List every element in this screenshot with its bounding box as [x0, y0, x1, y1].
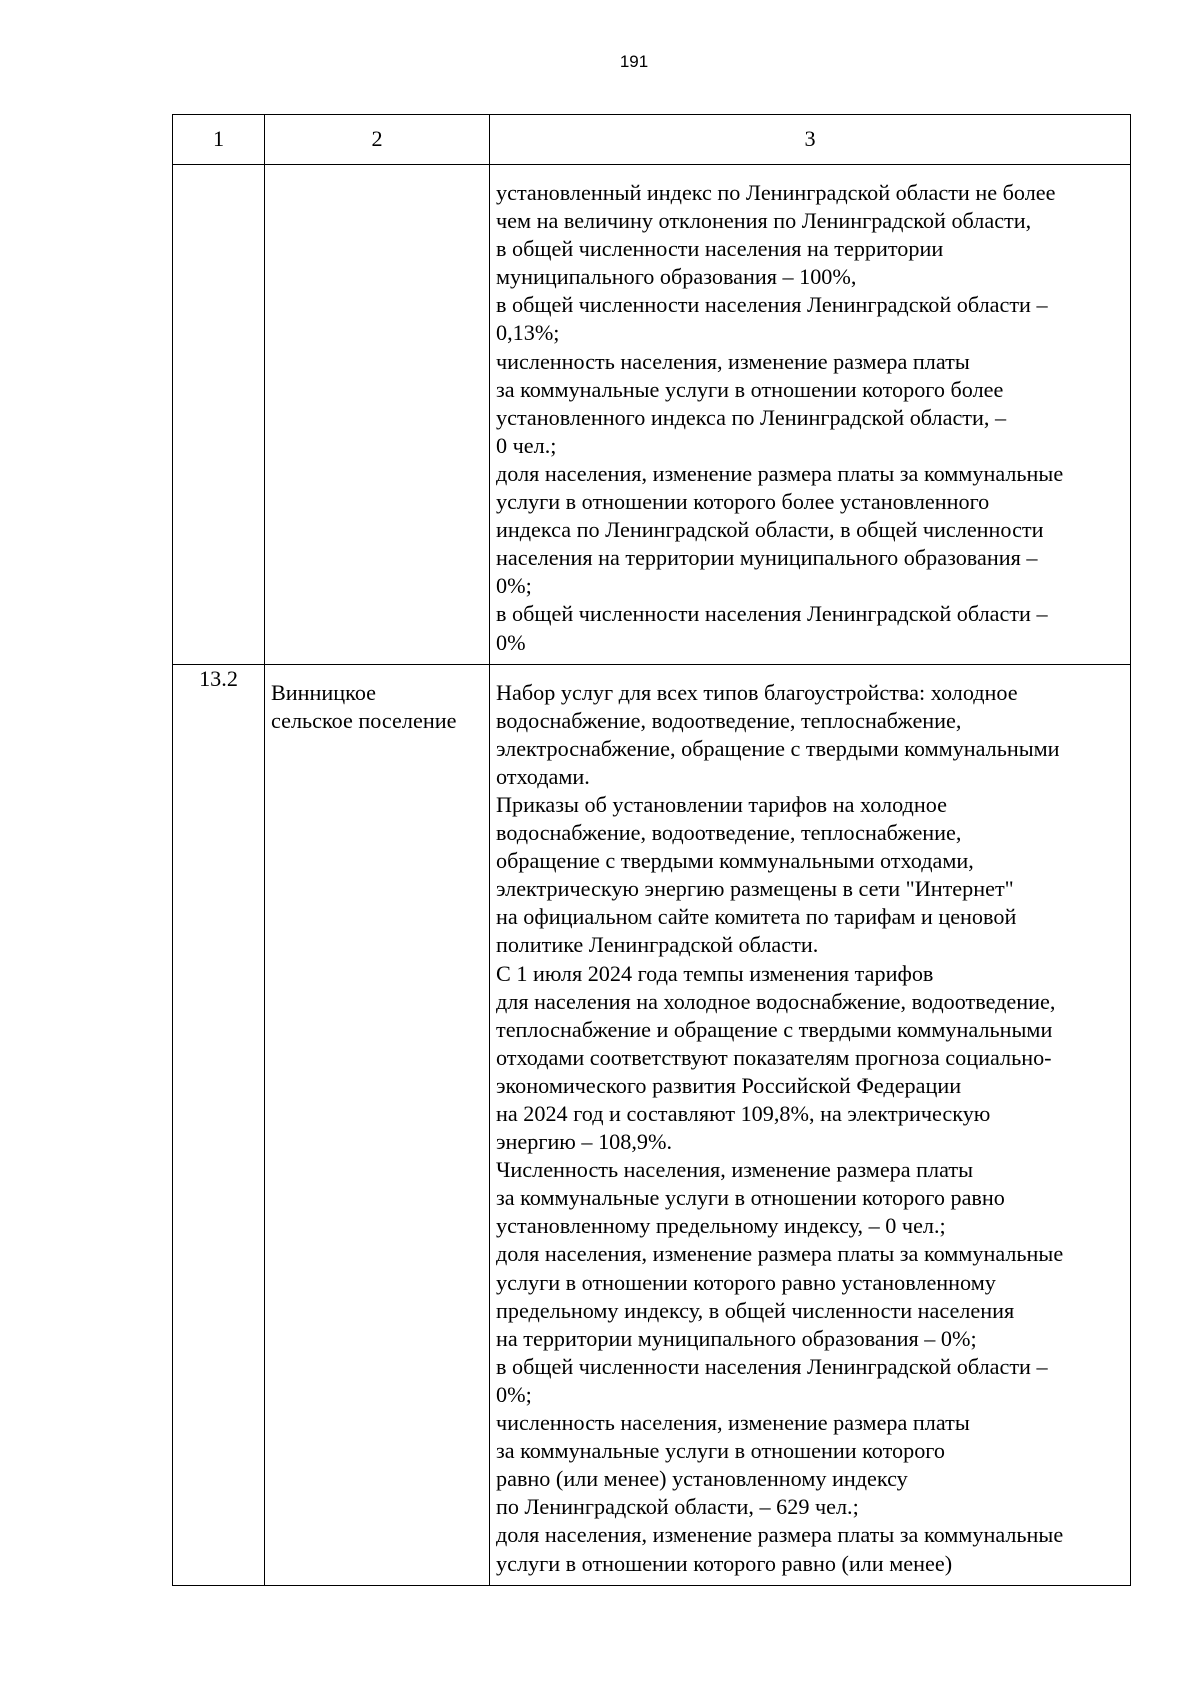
description-cell: [490, 165, 1131, 665]
text-line: 0,13%;: [496, 320, 560, 346]
text-line: Приказы об установлении тарифов на холодное: [496, 791, 947, 817]
page-number: 191: [619, 52, 649, 71]
text-line: 0%: [496, 629, 526, 655]
text-line: теплоснабжение и обращение с твердыми коммунальными: [496, 1016, 1053, 1042]
text-line: предельному индексу, в общей численности населения: [496, 1297, 1015, 1323]
settlement-cell: [265, 165, 490, 665]
text-line: численность населения, изменение размера платы: [496, 348, 970, 374]
text-line: в общей численности населения на территории: [496, 236, 944, 262]
text-line: на официальном сайте комитета по тарифам и ценовой: [496, 904, 1017, 930]
text-line: энергию – 108,9%.: [496, 1129, 673, 1155]
text-line: С 1 июля 2024 года темпы изменения тарифов: [496, 960, 934, 986]
table-row: [173, 165, 1131, 665]
document-table: [172, 114, 1131, 1586]
text-line: обращение с твердыми коммунальными отходами,: [496, 848, 974, 874]
table-header-row: [173, 115, 1131, 165]
text-line: доля населения, изменение размера платы за коммунальные: [496, 1522, 1064, 1548]
text-line: сельское поселение: [271, 707, 457, 733]
text-line: в общей численности населения Ленинградской области –: [496, 601, 1048, 627]
text-line: Набор услуг для всех типов благоустройства: холодное: [496, 679, 1018, 705]
text-line: в общей численности населения Ленинградской области –: [496, 292, 1048, 318]
text-line: в общей численности населения Ленинградской области –: [496, 1353, 1048, 1379]
text-line: установленному предельному индексу, – 0 чел.;: [496, 1213, 946, 1239]
text-line: за коммунальные услуги в отношении которого: [496, 1438, 945, 1464]
header-cell-3: 3: [490, 115, 1131, 165]
text-line: установленный индекс по Ленинградской области не более: [496, 180, 1056, 205]
text-line: на территории муниципального образования – 0%;: [496, 1325, 977, 1351]
text-line: услуги в отношении которого равно установленному: [496, 1269, 996, 1295]
text-line: по Ленинградской области, – 629 чел.;: [496, 1494, 859, 1520]
text-line: на 2024 год и составляют 109,8%, на электрическую: [496, 1101, 991, 1126]
text-line: Численность населения, изменение размера платы: [496, 1157, 973, 1183]
table-row: [173, 664, 1131, 1585]
row-number-cell: [173, 165, 265, 665]
text-line: населения на территории муниципального образования –: [496, 545, 1038, 571]
text-line: услуги в отношении которого равно (или менее): [496, 1550, 953, 1576]
header-cell-1: 1: [173, 115, 265, 165]
text-line: 0%;: [496, 1381, 532, 1407]
header-cell-2: 2: [265, 115, 490, 165]
text-line: электрическую энергию размещены в сети "Интернет": [496, 876, 1014, 902]
text-line: услуги в отношении которого более установленного: [496, 489, 990, 515]
text-line: чем на величину отклонения по Ленинградской области,: [496, 208, 1032, 234]
text-line: для населения на холодное водоснабжение, водоотведение,: [496, 988, 1056, 1014]
text-line: отходами соответствуют показателям прогноза социально-: [496, 1044, 1052, 1070]
text-line: 0%;: [496, 573, 532, 599]
text-line: экономического развития Российской Федерации: [496, 1072, 962, 1098]
text-line: за коммунальные услуги в отношении которого более: [496, 376, 1004, 402]
text-line: доля населения, изменение размера платы за коммунальные: [496, 1241, 1064, 1267]
text-line: доля населения, изменение размера платы за коммунальные: [496, 460, 1064, 486]
text-line: индекса по Ленинградской области, в общей численности: [496, 517, 1044, 543]
text-line: политике Ленинградской области.: [496, 932, 819, 958]
text-line: муниципального образования – 100%,: [496, 264, 857, 290]
text-line: 0 чел.;: [496, 432, 557, 458]
text-line: электроснабжение, обращение с твердыми коммунальными: [496, 735, 1060, 761]
text-line: водоснабжение, водоотведение, теплоснабжение,: [496, 707, 962, 733]
settlement-cell: [265, 664, 490, 1585]
text-line: численность населения, изменение размера платы: [496, 1410, 970, 1436]
text-line: за коммунальные услуги в отношении которого равно: [496, 1185, 1005, 1211]
row-number-cell: 13.2: [173, 664, 265, 1585]
text-line: равно (или менее) установленному индексу: [496, 1466, 908, 1492]
text-line: отходами.: [496, 763, 590, 789]
text-line: установленного индекса по Ленинградской области, –: [496, 404, 1007, 430]
text-line: водоснабжение, водоотведение, теплоснабжение,: [496, 820, 962, 846]
description-cell: [490, 664, 1131, 1585]
text-line: Винницкое: [271, 679, 377, 705]
